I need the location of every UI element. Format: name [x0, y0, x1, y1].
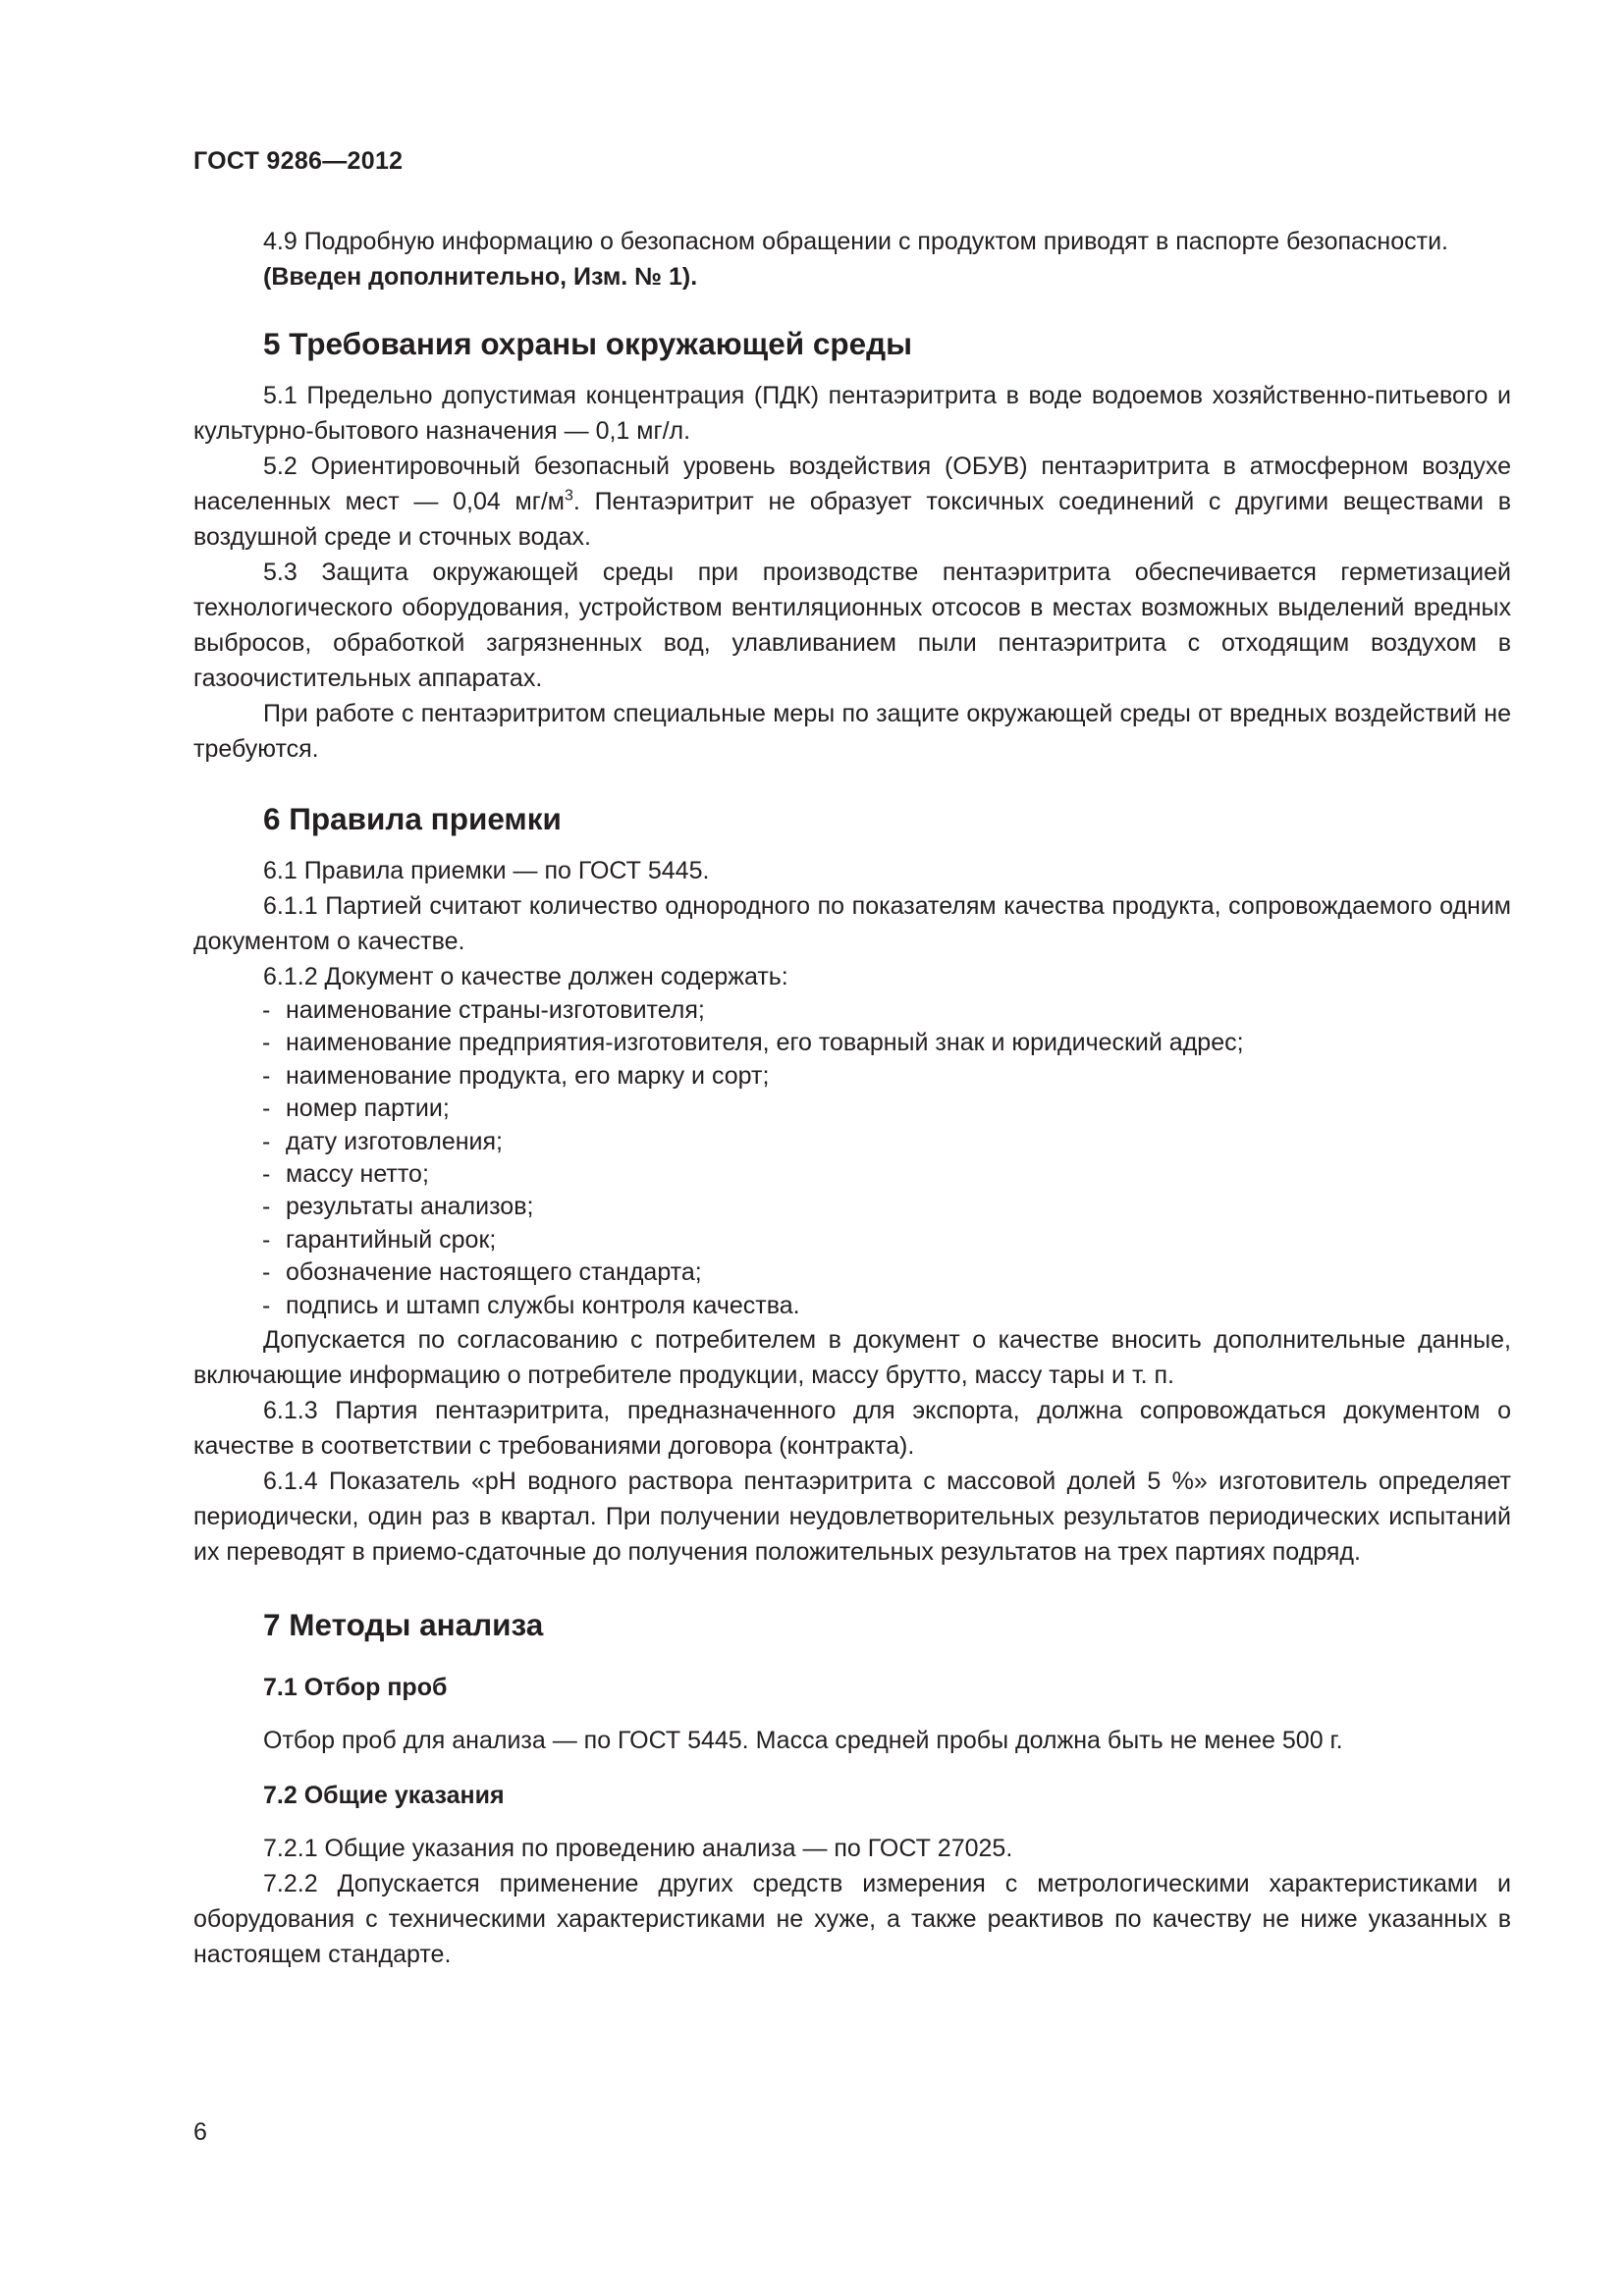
- section-5-title: 5 Требования охраны окружающей среды: [263, 326, 913, 361]
- para-7-2-2: 7.2.2 Допускается применение других средств измерения с метрологическими характеристиками и оборудования с техническими характеристиками не хуже, а также реактивов по качеству не ниже указанных в настоящем стандарте.: [193, 1870, 1511, 1969]
- para-6-1-1: 6.1.1 Партией считают количество однородного по показателям качества продукта, сопровождаемого одним документом о качестве.: [193, 892, 1511, 955]
- amendment-note: (Введен дополнительно, Изм. № 1).: [263, 263, 698, 291]
- list-item: - подпись и штамп службы контроля качества.: [262, 1291, 800, 1319]
- para-4-9: 4.9 Подробную информацию о безопасном обращении с продуктом приводят в паспорте безопасности.: [263, 228, 1448, 255]
- para-5-4: При работе с пентаэритритом специальные меры по защите окружающей среды от вредных воздействий не требуются.: [193, 700, 1511, 763]
- para-6-extra: Допускается по согласованию с потребителем в документ о качестве вносить дополнительные данные, включающие информацию о потребителе продукции, массу брутто, массу тары и т. п.: [193, 1326, 1511, 1390]
- list-item: - результаты анализов;: [262, 1193, 534, 1221]
- subsection-7-2-title: 7.2 Общие указания: [263, 1782, 505, 1810]
- doc-header: ГОСТ 9286—2012: [193, 147, 404, 175]
- para-5-2: [193, 449, 1511, 555]
- para-5-2-text-b: . Пентаэритрит не образует токсичных соединений с другими веществами в воздушной среде и сточных водах.: [193, 488, 1511, 551]
- para-6-1-4: 6.1.4 Показатель «рН водного раствора пентаэритрита с массовой долей 5 %» изготовитель определяет периодически, один раз в квартал. При получении неудовлетворительных результатов периодических испытаний их переводят в приемо-сдаточные до получения положительных результатов на трех партиях подряд.: [193, 1468, 1511, 1567]
- list-item: - гарантийный срок;: [262, 1225, 497, 1254]
- list-item: - наименование предприятия-изготовителя, его товарный знак и юридический адрес;: [262, 1029, 1244, 1057]
- para-5-1: 5.1 Предельно допустимая концентрация (ПДК) пентаэритрита в воде водоемов хозяйственно-питьевого и культурно-бытового назначения — 0,1 мг/л.: [193, 382, 1511, 445]
- section-7-title: 7 Методы анализа: [263, 1607, 544, 1643]
- list-item: - наименование страны-изготовителя;: [262, 996, 705, 1024]
- list-item: - наименование продукта, его марку и сорт;: [262, 1061, 770, 1090]
- document-body: [193, 224, 1511, 1972]
- list-item: - обозначение настоящего стандарта;: [262, 1258, 702, 1287]
- para-7-1: Отбор проб для анализа — по ГОСТ 5445. Масса средней пробы должна быть не менее 500 г.: [263, 1727, 1343, 1755]
- subsection-7-1-title: 7.1 Отбор проб: [263, 1674, 448, 1702]
- page-number: 6: [193, 2118, 207, 2146]
- para-5-2-superscript: 3: [564, 487, 573, 505]
- document-contents-list: [193, 994, 1511, 1322]
- list-item: - номер партии;: [262, 1095, 450, 1123]
- list-item: - массу нетто;: [262, 1160, 429, 1189]
- para-6-1-2: 6.1.2 Документ о качестве должен содержать:: [263, 963, 788, 990]
- para-7-2-1: 7.2.1 Общие указания по проведению анализа — по ГОСТ 27025.: [263, 1835, 1013, 1863]
- para-6-1-3: 6.1.3 Партия пентаэритрита, предназначенного для экспорта, должна сопровождаться документом о качестве в соответствии с требованиями договора (контракта).: [193, 1397, 1511, 1461]
- para-6-1: 6.1 Правила приемки — по ГОСТ 5445.: [263, 857, 710, 884]
- para-5-2-text-a: 5.2 Ориентировочный безопасный уровень воздействия (ОБУВ) пентаэритрита в атмосферном воздухе населенных мест — 0,04 мг/м: [193, 453, 1511, 515]
- list-item: - дату изготовления;: [262, 1127, 503, 1155]
- section-6-title: 6 Правила приемки: [263, 801, 562, 836]
- para-5-3: 5.3 Защита окружающей среды при производстве пентаэритрита обеспечивается герметизацией технологического оборудования, устройством вентиляционных отсосов в местах возможных выделений вредных выбросов, обработкой загрязненных вод, улавливанием пыли пентаэритрита с отходящим воздухом в газоочистительных аппаратах.: [193, 559, 1511, 692]
